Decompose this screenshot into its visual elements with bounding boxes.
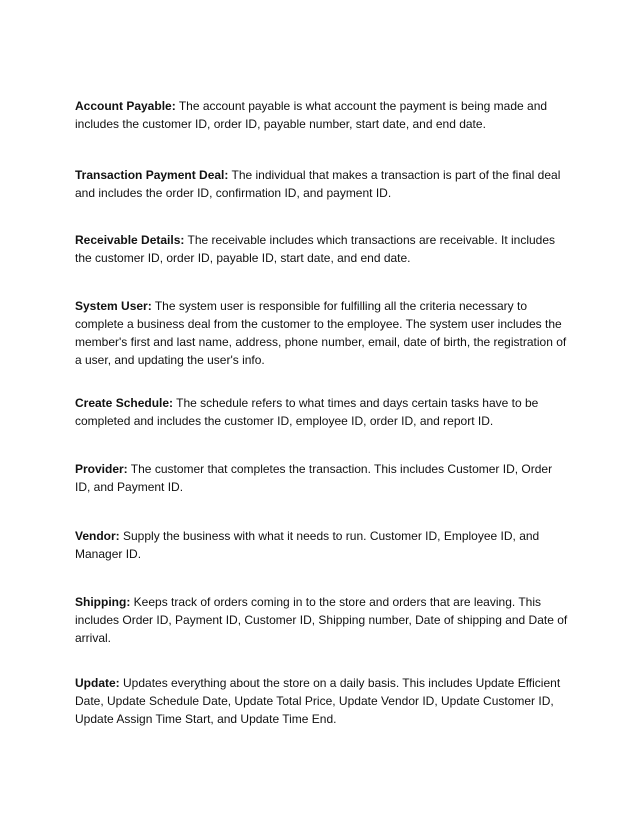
entry-update	[75, 674, 570, 728]
entry-text: The system user is responsible for fulfilling all the criteria necessary to complete a business deal from the customer to the employee. The system user includes the member's first and last name, address, phone number, email, date of birth, the registration of a user, and updating the user's info.	[75, 299, 567, 367]
entry-term: Account Payable:	[75, 99, 176, 113]
entry-account-payable	[75, 97, 570, 133]
entry-text: Updates everything about the store on a daily basis. This includes Update Efficient Date, Update Schedule Date, Update Total Price, Update Vendor ID, Update Customer ID, Update Assign Time Start, and Update Time End.	[75, 676, 561, 726]
entry-create-schedule	[75, 394, 570, 430]
entry-receivable-details	[75, 231, 570, 267]
entry-system-user	[75, 297, 570, 369]
entry-text: The individual that makes a transaction is part of the final deal and includes the order ID, confirmation ID, and payment ID.	[75, 168, 561, 200]
entry-vendor	[75, 527, 570, 563]
entry-term: Create Schedule:	[75, 396, 174, 410]
entry-term: Shipping:	[75, 595, 131, 609]
entry-term: System User:	[75, 299, 152, 313]
entry-text: The schedule refers to what times and days certain tasks have to be completed and includes the customer ID, employee ID, order ID, and report ID.	[75, 396, 539, 428]
entry-term: Transaction Payment Deal:	[75, 168, 229, 182]
entry-transaction-payment-deal	[75, 166, 570, 202]
entry-text: Supply the business with what it needs to run. Customer ID, Employee ID, and Manager ID.	[75, 529, 540, 561]
entry-provider	[75, 460, 570, 496]
entry-term: Update:	[75, 676, 120, 690]
entry-term: Vendor:	[75, 529, 120, 543]
entry-text: Keeps track of orders coming in to the store and orders that are leaving. This includes Order ID, Payment ID, Customer ID, Shipping number, Date of shipping and Date of arrival.	[75, 595, 568, 645]
entry-text: The customer that completes the transaction. This includes Customer ID, Order ID, and Payment ID.	[75, 462, 553, 494]
entry-text: The account payable is what account the payment is being made and includes the customer ID, order ID, payable number, start date, and end date.	[75, 99, 548, 131]
entry-shipping	[75, 593, 570, 647]
entry-text: The receivable includes which transactions are receivable. It includes the customer ID, order ID, payable ID, start date, and end date.	[75, 233, 556, 265]
entry-term: Provider:	[75, 462, 128, 476]
entry-term: Receivable Details:	[75, 233, 185, 247]
